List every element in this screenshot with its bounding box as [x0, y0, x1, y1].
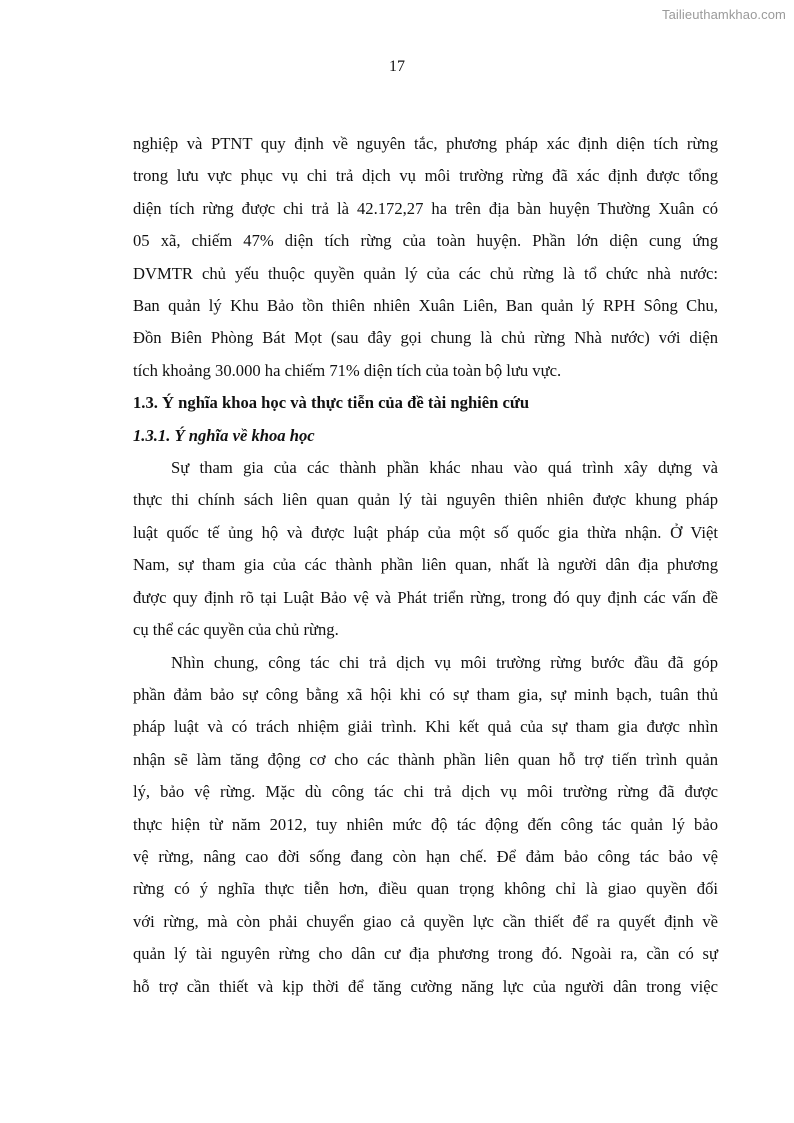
text-line: nghiệp và PTNT quy định về nguyên tắc, phương pháp xác định diện tích rừng: [133, 134, 718, 153]
text-line: thực hiện từ năm 2012, tuy nhiên mức độ tác động đến công tác quản lý bảo: [133, 814, 718, 834]
text-line: 05 xã, chiếm 47% diện tích rừng của toàn huyện. Phần lớn diện cung ứng: [133, 231, 718, 251]
text-line: quản lý tài nguyên rừng cho dân cư địa phương trong đó. Ngoài ra, cần có sự: [133, 944, 718, 964]
text-line: hỗ trợ cần thiết và kịp thời để tăng cường năng lực của người dân trong việc: [133, 976, 718, 996]
paragraph-participation: [133, 452, 718, 646]
text-line: Nam, sự tham gia của các thành phần liên quan, nhất là người dân địa phương: [133, 555, 718, 575]
paragraph-forest-area: [133, 128, 718, 387]
section-heading: 1.3. Ý nghĩa khoa học và thực tiễn của đề tài nghiên cứu: [133, 393, 530, 413]
text-line: tích khoảng 30.000 ha chiếm 71% diện tích của toàn bộ lưu vực.: [133, 360, 562, 380]
text-line: với rừng, mà còn phải chuyển giao cả quyền lực cần thiết để ra quyết định về: [133, 911, 718, 931]
text-line: DVMTR chủ yếu thuộc quyền quản lý của các chủ rừng là tổ chức nhà nước:: [133, 263, 718, 283]
text-line: diện tích rừng được chi trả là 42.172,27 ha trên địa bàn huyện Thường Xuân có: [133, 198, 718, 218]
text-line: cụ thể các quyền của chủ rừng.: [133, 620, 339, 640]
text-line: Ban quản lý Khu Bảo tồn thiên nhiên Xuân Liên, Ban quản lý RPH Sông Chu,: [133, 296, 718, 316]
text-line: phần đảm bảo sự công bằng xã hội khi có sự tham gia, sự minh bạch, tuân thủ: [133, 684, 718, 704]
subsection-heading: 1.3.1. Ý nghĩa về khoa học: [133, 425, 315, 445]
text-line: Đồn Biên Phòng Bát Mọt (sau đây gọi chung là chủ rừng Nhà nước) với diện: [133, 328, 718, 348]
document-body: [133, 128, 718, 1003]
text-line: Sự tham gia của các thành phần khác nhau vào quá trình xây dựng và: [171, 458, 718, 478]
watermark: Tailieuthamkhao.com: [661, 7, 786, 22]
text-line: được quy định rõ tại Luật Bảo vệ và Phát triển rừng, trong đó quy định các vấn đề: [133, 587, 718, 607]
text-line: vệ rừng, nâng cao đời sống đang còn hạn chế. Để đảm bảo công tác bảo vệ: [133, 846, 718, 866]
paragraph-overview: [133, 647, 718, 1003]
text-line: pháp luật và có trách nhiệm giải trình. Khi kết quả của sự tham gia được nhìn: [133, 717, 718, 737]
text-line: luật quốc tế ủng hộ và được luật pháp của một số quốc gia thừa nhận. Ở Việt: [133, 522, 718, 542]
text-line: Nhìn chung, công tác chi trả dịch vụ môi trường rừng bước đầu đã góp: [171, 652, 718, 672]
text-line: lý, bảo vệ rừng. Mặc dù công tác chi trả dịch vụ môi trường rừng đã được: [133, 782, 718, 802]
text-line: rừng có ý nghĩa thực tiễn hơn, điều quan trọng không chỉ là giao quyền đối: [133, 879, 718, 899]
text-line: trong lưu vực phục vụ chi trả dịch vụ môi trường rừng đã xác định được tổng: [133, 166, 718, 186]
text-line: nhận sẽ làm tăng động cơ cho các thành phần liên quan hỗ trợ tiến trình quản: [133, 749, 718, 769]
text-line: thực thi chính sách liên quan quản lý tài nguyên thiên nhiên được khung pháp: [133, 490, 718, 510]
page-number: 17: [389, 58, 405, 75]
